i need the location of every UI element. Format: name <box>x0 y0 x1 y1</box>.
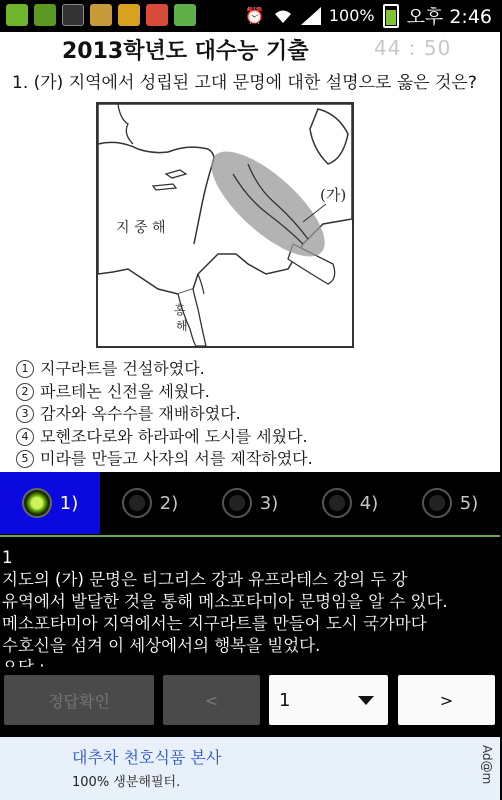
choice-number: 4 <box>16 428 34 446</box>
radio-button-icon[interactable] <box>422 488 452 518</box>
previous-button[interactable]: < <box>163 675 260 725</box>
choice-item <box>16 426 313 449</box>
choice-list <box>16 358 313 471</box>
answer-selector <box>0 472 500 534</box>
signal-icon <box>301 7 321 25</box>
choice-item <box>16 381 313 404</box>
explanation-line: 유역에서 발달한 것을 통해 메소포타미아 문명임을 알 수 있다. <box>2 592 448 611</box>
choice-number: 5 <box>16 450 34 468</box>
answer-label: 1) <box>59 492 79 514</box>
wifi-icon <box>273 8 293 24</box>
radio-button-icon[interactable] <box>222 488 252 518</box>
app-notification-icon <box>118 4 140 26</box>
ancient-civilization-map <box>98 104 352 346</box>
radio-button-icon[interactable] <box>22 488 52 518</box>
title-bar <box>0 32 500 64</box>
question-number-value: 1 <box>279 689 291 711</box>
explanation-answer: 1 <box>2 548 13 567</box>
notification-icons <box>6 4 196 26</box>
answer-label: 2) <box>159 492 179 514</box>
battery-percent: 100% <box>328 6 375 25</box>
question-text: 1. (가) 지역에서 성립된 고대 문명에 대한 설명으로 옳은 것은? <box>12 73 477 93</box>
app-notification-icon <box>146 4 168 26</box>
explanation-line: 지도의 (가) 문명은 티그리스 강과 유프라테스 강의 두 강 <box>2 570 408 589</box>
question-panel[interactable] <box>0 64 500 472</box>
choice-text: 파르테논 신전을 세웠다. <box>40 381 210 401</box>
answer-option-3[interactable] <box>200 472 300 534</box>
check-answer-button[interactable]: 정답확인 <box>4 675 154 725</box>
choice-text: 모헨조다로와 하라파에 도시를 세웠다. <box>40 426 308 446</box>
radio-button-icon[interactable] <box>322 488 352 518</box>
choice-item <box>16 358 313 381</box>
answer-label: 3) <box>259 492 279 514</box>
answer-option-1[interactable] <box>0 472 100 534</box>
map-label-red-sea-2: 해 <box>176 319 188 333</box>
next-button[interactable]: > <box>398 675 495 725</box>
ad-subtitle: 100% 생분해필터. <box>72 775 181 790</box>
android-icon <box>6 4 28 26</box>
explanation-panel[interactable] <box>0 547 502 667</box>
choice-text: 미라를 만들고 사자의 서를 제작하였다. <box>40 449 313 468</box>
ad-network-logo: Ad@m <box>480 745 494 785</box>
explanation-line: 수호신을 섬겨 이 세상에서의 행복을 빌었다. <box>2 636 321 655</box>
alarm-icon: ⏰ <box>244 6 265 25</box>
map-label-ga: (가) <box>320 186 347 204</box>
battery-icon <box>383 4 399 28</box>
choice-text: 지구라트를 건설하였다. <box>40 359 205 378</box>
choice-number: 2 <box>16 383 34 401</box>
map-label-mediterranean: 지 중 해 <box>116 220 166 236</box>
download-icon <box>34 4 56 26</box>
app-notification-icon <box>90 4 112 26</box>
choice-item <box>16 403 313 426</box>
question-number-dropdown[interactable] <box>269 675 388 725</box>
answer-label: 4) <box>359 492 379 514</box>
choice-item <box>16 448 313 471</box>
countdown-timer: 44 : 50 <box>374 36 452 60</box>
answer-label: 5) <box>459 492 479 514</box>
ad-banner[interactable] <box>0 737 500 800</box>
navigation-controls <box>0 667 500 737</box>
answer-option-5[interactable] <box>400 472 500 534</box>
status-bar <box>0 0 500 32</box>
answer-option-4[interactable] <box>300 472 400 534</box>
usb-icon <box>62 4 84 26</box>
choice-number: 3 <box>16 405 34 423</box>
explanation-line: 메소포타미아 지역에서는 지구라트를 만들어 도시 국가마다 <box>2 614 427 633</box>
radio-button-icon[interactable] <box>122 488 152 518</box>
answer-option-2[interactable] <box>100 472 200 534</box>
choice-text: 감자와 옥수수를 재배하였다. <box>40 404 241 423</box>
question-map-image <box>96 102 354 348</box>
chevron-down-icon <box>358 696 374 705</box>
ad-title[interactable]: 대추차 천호식품 본사 <box>72 748 222 767</box>
divider <box>0 535 500 537</box>
calendar-icon <box>174 4 196 26</box>
map-label-red-sea-1: 홍 <box>174 303 186 317</box>
page-title: 2013학년도 대수능 기출 <box>62 39 309 64</box>
clock: 오후 2:46 <box>406 6 492 28</box>
choice-number: 1 <box>16 360 34 378</box>
